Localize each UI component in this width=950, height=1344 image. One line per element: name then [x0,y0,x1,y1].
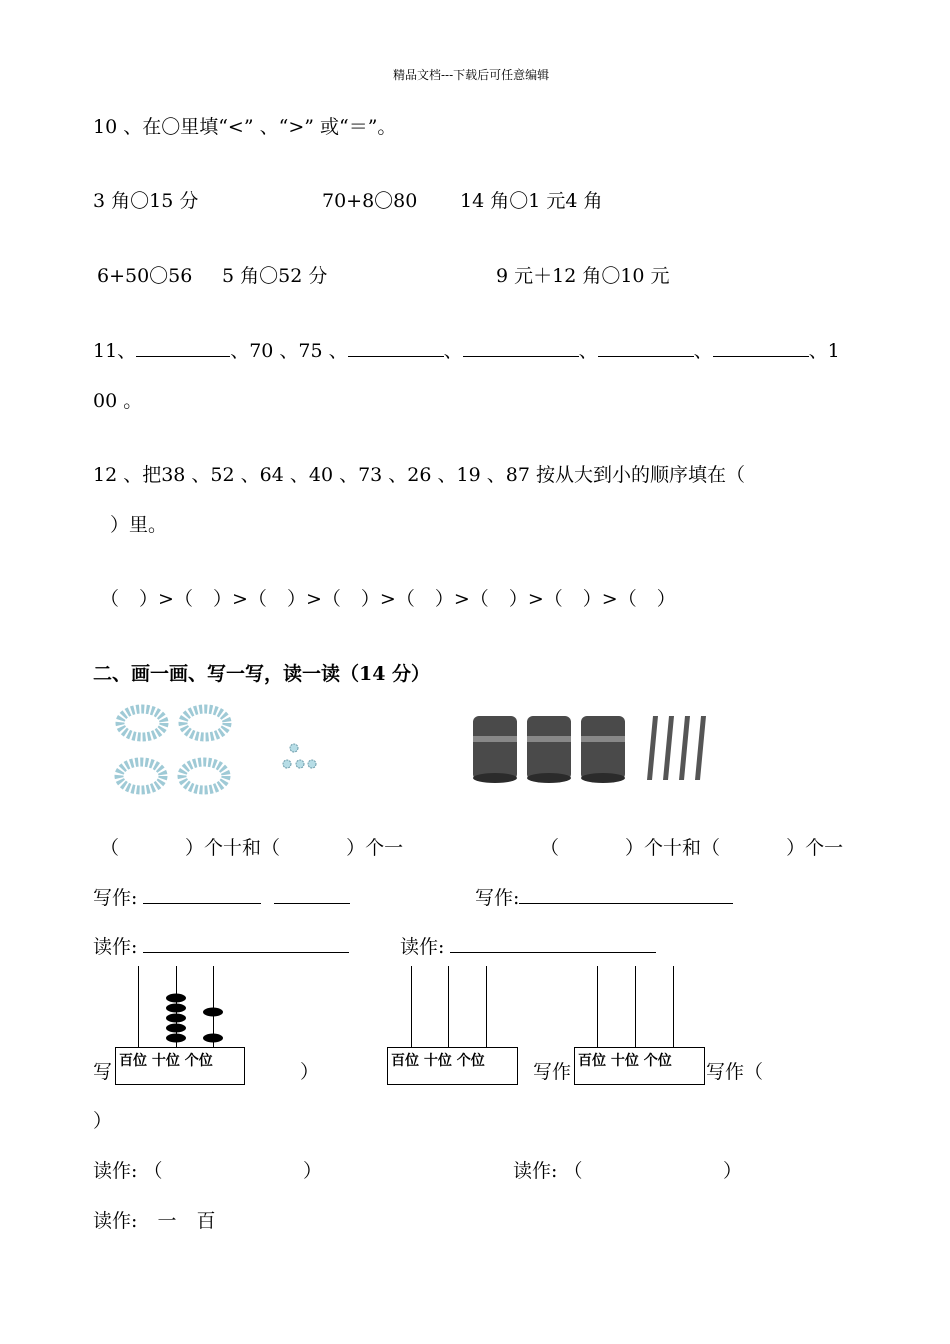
q11-prefix: 11、 [93,340,137,362]
count-row-right: （ ）个十和（ ）个一 [540,837,844,859]
read-label: 读作: [93,936,138,958]
write-blank-2[interactable] [274,887,350,904]
single-sticks [647,716,706,780]
q11-sep-4: 、 [693,340,713,362]
count-row-left: （ ）个十和（ ）个一 [100,837,404,859]
bead-ring-1 [120,709,164,737]
bead-ring-3 [119,762,163,790]
q12-order-row: （ ）>（ ）>（ ）>（ ）>（ ）>（ ）>（ ）>（ ） [100,588,676,610]
stick-bundle-1 [473,716,517,783]
q10-item-1: 3 角〇15 分 [93,190,199,212]
read-blank-2[interactable] [450,936,656,953]
abacus-1-rod-hundreds [138,966,139,1048]
abacus-3-place-label: 百位 十位 个位 [578,1053,672,1069]
write-row-left [93,887,350,909]
read-row-right [400,936,656,958]
write-paren-3: 写作（ [706,1061,764,1083]
abacus-2-rod-tens [448,966,449,1048]
single-bead [308,760,316,768]
q11-blank-5[interactable] [713,340,809,357]
close-paren: ） [93,1110,113,1132]
abacus-2-rod-hundreds [411,966,412,1048]
q10-item-5: 5 角〇52 分 [222,265,328,287]
q11-sep-3: 、 [578,340,598,362]
abacus-3-base [574,1047,705,1085]
section-2-title: 二、画一画、写一写，读一读（14 分） [93,663,431,685]
q12-line-2: ）里。 [110,514,168,536]
bead-ring-4 [182,762,226,790]
q11-blank-4[interactable] [598,340,694,357]
abacus-3-rod-ones [673,966,674,1048]
abacus-2-rod-ones [486,966,487,1048]
q11-blank-1[interactable] [136,340,230,357]
q10-item-4: 6+50〇56 [97,265,193,287]
read-last: 读作: 一 百 [93,1210,216,1232]
read-paren-2-end: ） [723,1160,743,1182]
q11-blank-3[interactable] [463,340,579,357]
single-bead [290,744,298,752]
abacus-2-base [387,1047,518,1085]
write-paren-1-start: 写 [93,1061,113,1083]
q10-item-3: 14 角〇1 元4 角 [460,190,603,212]
write-paren-2: 写作 [533,1061,572,1083]
single-bead [283,760,291,768]
read-paren-1: 读作: （ [93,1160,163,1182]
bead-rings-picture [104,698,334,808]
read-paren-2: 读作: （ [513,1160,583,1182]
read-row-left [93,936,349,958]
stick-bundle-2 [527,716,571,783]
q11-sep-1: 、70 、75 、 [230,340,348,362]
q11-line [93,340,840,362]
abacus-2-place-label: 百位 十位 个位 [391,1053,485,1069]
q11-sep-2: 、 [443,340,463,362]
single-bead [296,760,304,768]
write-label: 写作: [93,887,138,909]
abacus-1-place-label: 百位 十位 个位 [119,1053,213,1069]
q10-item-6: 9 元＋12 角〇10 元 [496,265,670,287]
q11-blank-2[interactable] [348,340,444,357]
stick-bundles-picture [468,708,718,788]
write-label: 写作: [475,887,520,909]
q11-continuation: 00 。 [93,390,143,412]
write-blank-1[interactable] [143,887,261,904]
abacus-1-beads [160,992,230,1048]
write-row-right [475,887,733,909]
read-blank-1[interactable] [143,936,349,953]
stick-bundle-3 [581,716,625,783]
read-paren-1-end: ） [303,1160,323,1182]
q11-sep-5: 、1 [808,340,840,362]
write-paren-1-end: ） [300,1061,320,1083]
q10-item-2: 70+8〇80 [322,190,418,212]
abacus-3-rod-hundreds [597,966,598,1048]
write-blank-3[interactable] [519,887,733,904]
abacus-3-rod-tens [635,966,636,1048]
abacus-1-base [115,1047,245,1085]
bead-ring-2 [183,709,227,737]
page-header: 精品文档---下载后可任意编辑 [393,68,550,82]
q12-line-1: 12 、把38 、52 、64 、40 、73 、26 、19 、87 按从大到小的顺序填在（ [93,464,745,486]
q10-title: 10 、在〇里填“<” 、“>” 或“＝”。 [93,116,397,138]
read-label: 读作: [400,936,445,958]
